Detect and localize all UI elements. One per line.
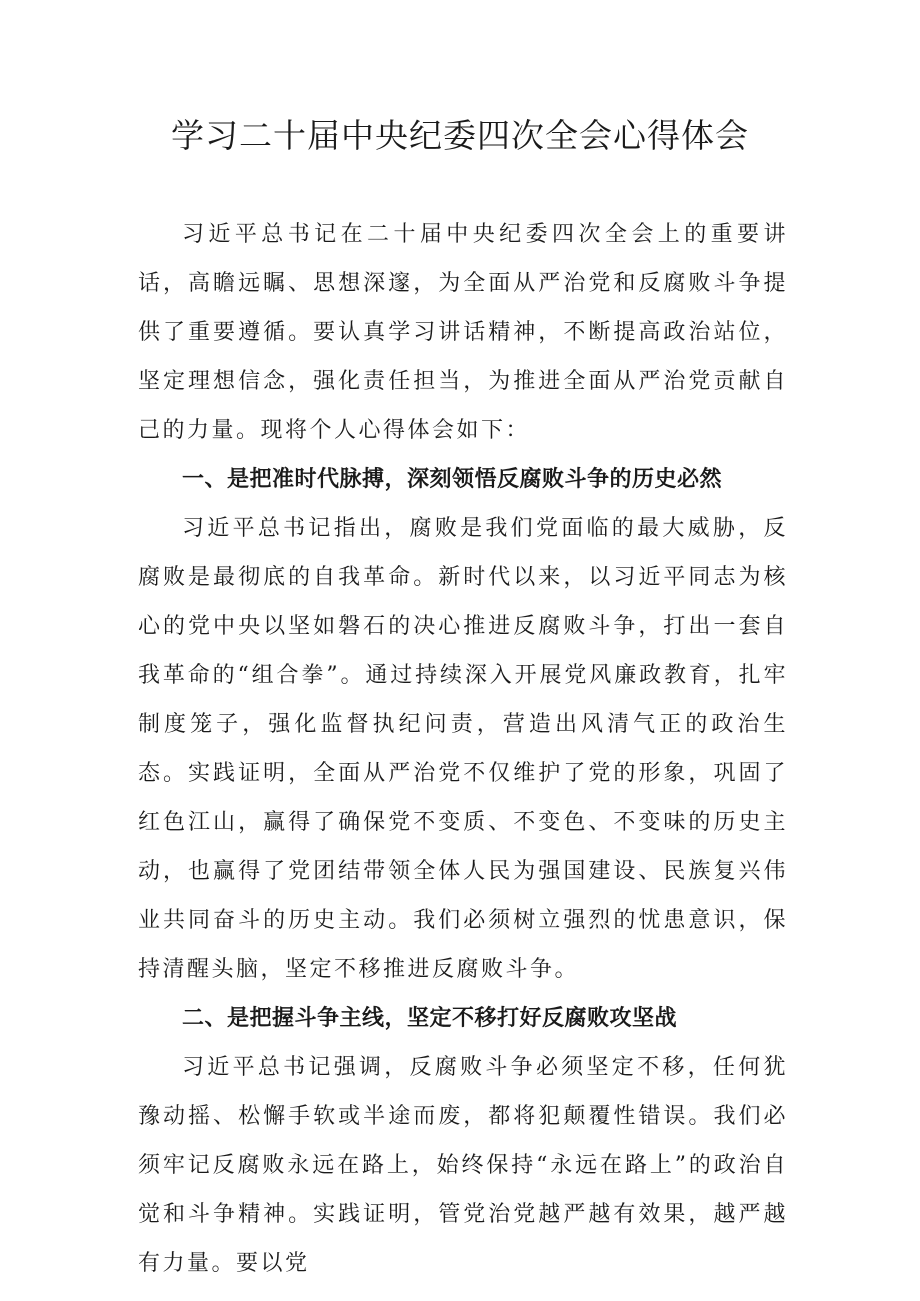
intro-paragraph: 习近平总书记在二十届中央纪委四次全会上的重要讲话，高瞻远瞩、思想深邃，为全面从严治党和反腐败斗争提供了重要遵循。要认真学习讲话精神，不断提高政治站位，坚定理想信念，强化责任担当，为推进全面从严治党贡献自己的力量。现将个人心得体会如下： [138, 222, 788, 443]
section-2-paragraph: 习近平总书记强调，反腐败斗争必须坚定不移，任何犹豫动摇、松懈手软或半途而废，都将犯颠覆性错误。我们必须牢记反腐败永远在路上，始终保持“永远在路上”的政治自觉和斗争精神。实践证明，管党治党越严越有效果，越严越有力量。要以党 [138, 1055, 788, 1276]
section-heading-1: 一、是把准时代脉搏，深刻领悟反腐败斗争的历史必然 [182, 467, 723, 492]
section-1-paragraph: 习近平总书记指出，腐败是我们党面临的最大威胁，反腐败是最彻底的自我革命。新时代以来，以习近平同志为核心的党中央以坚如磐石的决心推进反腐败斗争，打出一套自我革命的“组合拳”。通过持续深入开展党风廉政教育，扎牢制度笼子，强化监督执纪问责，营造出风清气正的政治生态。实践证明，全面从严治党不仅维护了党的形象，巩固了红色江山，赢得了确保党不变质、不变色、不变味的历史主动，也赢得了党团结带领全体人民为强国建设、民族复兴伟业共同奋斗的历史主动。我们必须树立强烈的忧患意识，保持清醒头脑，坚定不移推进反腐败斗争。 [138, 516, 788, 982]
document-title: 学习二十届中央纪委四次全会心得体会 [171, 116, 749, 155]
document-body [138, 210, 788, 1288]
section-heading-2: 二、是把握斗争主线，坚定不移打好反腐败攻坚战 [182, 1006, 678, 1031]
